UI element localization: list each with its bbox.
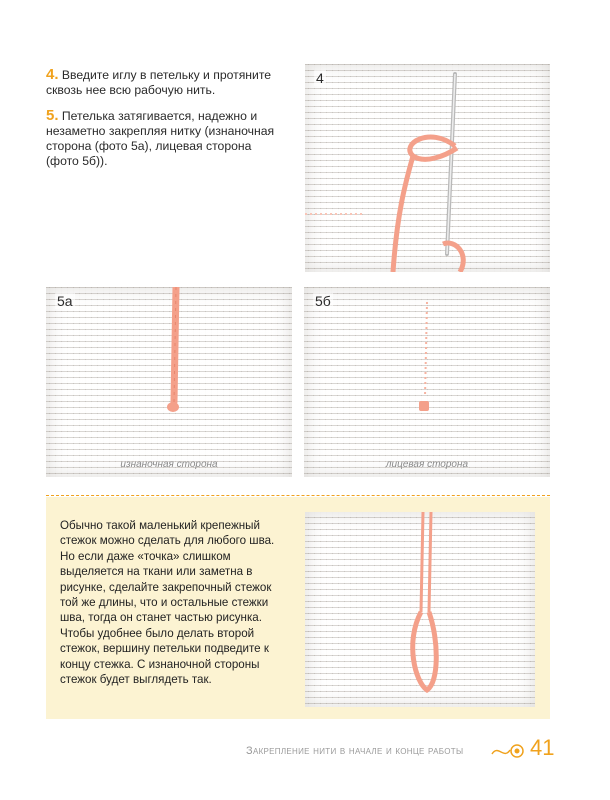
tip-paragraph: Обычно такой маленький крепежный стежок можно сделать для любого шва. Но если даже «точка» слишком выделяется на ткани или заметна в рисунке, сделайте закрепочный стежок той же длины, что и остальные стежки шва, тогда он станет частью рисунка. xyxy=(60,519,275,625)
stitch-dots xyxy=(425,302,427,397)
step-4 xyxy=(46,67,286,98)
photo-caption: изнаночная сторона xyxy=(120,459,218,470)
photo-second-stitch xyxy=(305,512,535,707)
photo-front-side xyxy=(304,287,550,477)
knot xyxy=(167,402,179,412)
thread-left xyxy=(421,512,423,612)
thread-back-illustration xyxy=(46,287,292,477)
photo-caption: лицевая сторона xyxy=(385,459,469,470)
needle-and-thread-illustration xyxy=(305,64,550,272)
anchor-stitch xyxy=(419,401,429,411)
photo-label: 4 xyxy=(316,70,324,86)
page-number: 41 xyxy=(530,735,555,760)
photo-label: 5а xyxy=(57,293,73,309)
step-number: 4. xyxy=(46,66,59,83)
photo-back-side xyxy=(46,287,292,477)
chapter-title: Закрепление нити в начале и конце работы xyxy=(246,745,464,757)
thread-front-illustration xyxy=(304,287,550,477)
step-text: Введите иглу в петельку и протяните сквозь нее всю рабочую нить. xyxy=(46,68,272,97)
needle-highlight xyxy=(447,74,455,254)
step-5 xyxy=(46,108,286,169)
thread-loop xyxy=(413,612,437,690)
tip-paragraph: Чтобы удобнее было делать второй стежок, вершину петельки подведите к концу стежка. С изнаночной стороны стежок будет выглядеть так. xyxy=(60,626,269,687)
thread-spool-icon xyxy=(490,740,526,762)
photo-needle-loop xyxy=(305,64,550,272)
section-divider xyxy=(46,495,550,496)
thread-right xyxy=(429,512,431,612)
loop-stitch-illustration xyxy=(305,512,535,707)
step-text: Петелька затягивается, надежно и незаметно закрепляя нитку (изнаночная сторона (фото 5а), лицевая сторона (фото 5б)). xyxy=(46,109,275,168)
tip-text xyxy=(60,518,290,687)
step-number: 5. xyxy=(46,107,59,124)
thread-tail xyxy=(393,156,413,272)
photo-label: 5б xyxy=(315,293,331,309)
